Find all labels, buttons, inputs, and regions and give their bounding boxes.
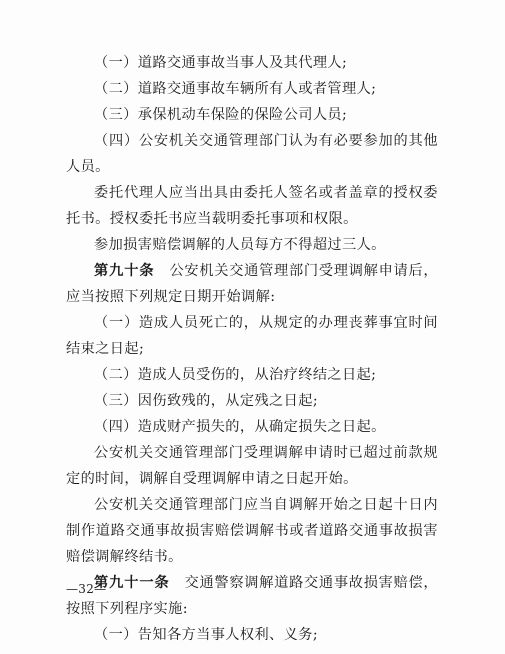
paragraph (66, 128, 438, 180)
article-paragraph (66, 258, 438, 310)
article-number: 第九十一条 (94, 575, 170, 591)
paragraph-text: （二）道路交通事故车辆所有人或者管理人; (94, 81, 377, 97)
paragraph-text: （四）公安机关交通管理部门认为有必要参加的其他人员。 (66, 133, 438, 175)
paragraph (66, 362, 438, 388)
paragraph (66, 492, 438, 570)
paragraph (66, 388, 438, 414)
paragraph (66, 310, 438, 362)
paragraph (66, 414, 438, 440)
paragraph-text: 委托代理人应当出具由委托人签名或者盖章的授权委托书。授权委托书应当载明委托事项和权限。 (66, 185, 438, 227)
article-number: 第九十条 (94, 263, 155, 279)
paragraph (66, 180, 438, 232)
paragraph-text: （一）道路交通事故当事人及其代理人; (94, 55, 348, 71)
document-body (66, 50, 438, 648)
paragraph-text: 公安机关交通管理部门受理调解申请时已超过前款规定的时间，调解自受理调解申请之日起开始。 (66, 445, 438, 487)
paragraph (66, 102, 438, 128)
paragraph (66, 622, 438, 648)
paragraph-text: 参加损害赔偿调解的人员每方不得超过三人。 (94, 237, 386, 253)
paragraph (66, 440, 438, 492)
paragraph-text: 公安机关交通管理部门应当自调解开始之日起十日内制作道路交通事故损害赔偿调解书或者道路交通事故损害赔偿调解终结书。 (66, 497, 438, 565)
paragraph-text: （三）承保机动车保险的保险公司人员; (94, 107, 348, 123)
paragraph (66, 50, 438, 76)
paragraph-text: （一）造成人员死亡的，从规定的办理丧葬事宜时间结束之日起; (66, 315, 438, 357)
article-paragraph (66, 570, 438, 622)
paragraph-text: 交通警察调解道路交通事故损害赔偿，按照下列程序实施: (66, 575, 438, 617)
paragraph-text: （四）造成财产损失的，从确定损失之日起。 (94, 419, 386, 435)
paragraph-text: （二）造成人员受伤的，从治疗终结之日起; (94, 367, 377, 383)
page-number: —32— (66, 582, 107, 596)
paragraph (66, 232, 438, 258)
paragraph-text: （三）因伤致残的，从定残之日起; (94, 393, 318, 409)
paragraph-text: 公安机关交通管理部门受理调解申请后，应当按照下列规定日期开始调解: (66, 263, 438, 305)
paragraph-text: （一）告知各方当事人权利、义务; (94, 627, 318, 643)
paragraph (66, 76, 438, 102)
